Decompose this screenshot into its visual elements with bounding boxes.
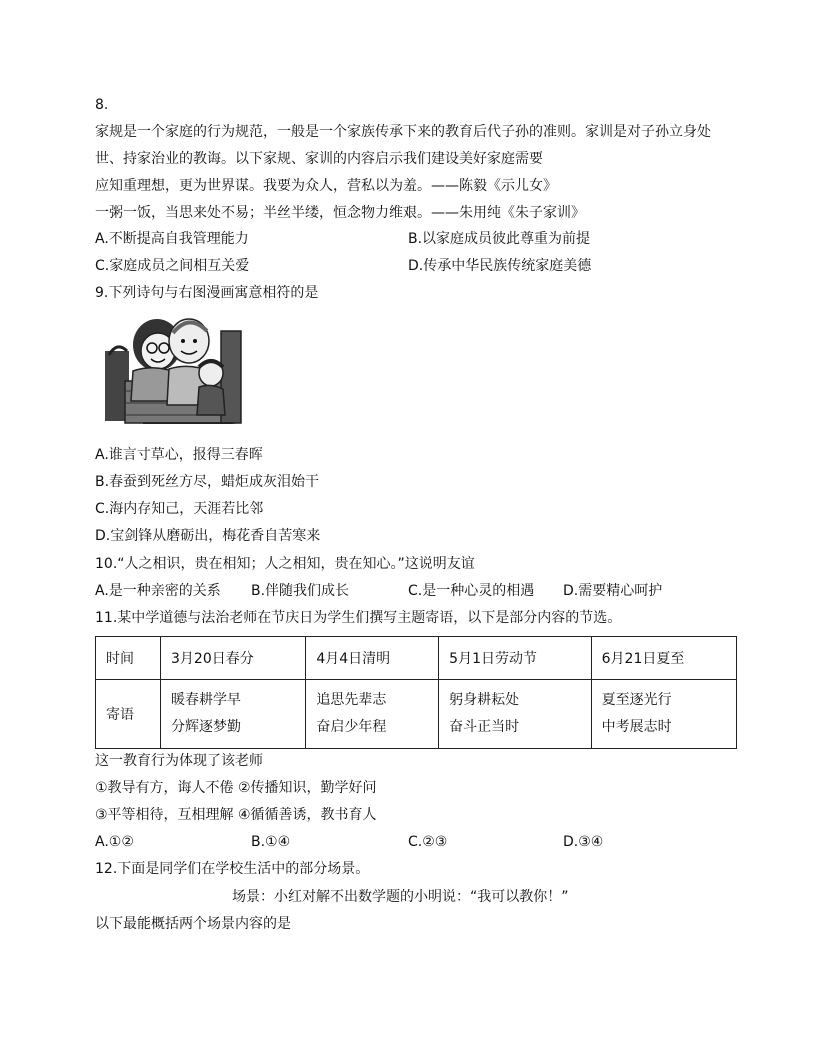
q11-option-b: B.①④ bbox=[251, 834, 291, 850]
q11-items-line2: ③平等相待，互相理解 ④循循善诱，教书育人 bbox=[95, 807, 377, 823]
q9-stem: 9.下列诗句与右图漫画寓意相符的是 bbox=[95, 285, 319, 301]
table-cell bbox=[306, 680, 439, 749]
q12-ask: 以下最能概括两个场景内容的是 bbox=[95, 916, 291, 932]
q11-message-table bbox=[95, 636, 737, 749]
table-header-cell: 3月20日春分 bbox=[161, 637, 306, 680]
q8-option-a: A.不断提高自我管理能力 bbox=[95, 231, 249, 247]
table-header-row bbox=[96, 637, 737, 680]
q8-quote1: 应知重理想，更为世界谋。我要为众人，营私以为羞。——陈毅《示儿女》 bbox=[95, 178, 557, 194]
q8-quote2: 一粥一饭，当思来处不易；半丝半缕，恒念物力维艰。——朱用纯《朱子家训》 bbox=[95, 205, 585, 221]
q8-option-d: D.传承中华民族传统家庭美德 bbox=[408, 258, 592, 274]
q11-option-c: C.②③ bbox=[408, 834, 448, 850]
q10-option-d: D.需要精心呵护 bbox=[563, 583, 663, 599]
table-cell bbox=[439, 680, 591, 749]
table-row-label: 寄语 bbox=[96, 680, 161, 749]
q10-option-c: C.是一种心灵的相遇 bbox=[408, 583, 535, 599]
q11-after-text: 这一教育行为体现了该老师 bbox=[95, 753, 263, 769]
cell-line: 暖春耕学早 bbox=[171, 692, 241, 708]
q9-option-d: D.宝剑锋从磨砺出，梅花香自苦寒来 bbox=[95, 528, 321, 544]
cell-line: 追思先辈志 bbox=[316, 692, 387, 708]
q8-number: 8. bbox=[95, 97, 109, 113]
cell-line: 奋斗正当时 bbox=[449, 719, 520, 735]
q8-stem-line1: 家规是一个家庭的行为规范，一般是一个家族传承下来的教育后代子孙的准则。家训是对子孙立身处 bbox=[95, 124, 711, 140]
cell-line: 奋启少年程 bbox=[316, 719, 387, 735]
q11-stem: 11.某中学道德与法治老师在节庆日为学生们撰写主题寄语，以下是部分内容的节选。 bbox=[95, 610, 622, 626]
q8-stem-line2: 世、持家治业的教诲。以下家规、家训的内容启示我们建设美好家庭需要 bbox=[95, 151, 543, 167]
table-header-cell: 6月21日夏至 bbox=[591, 637, 736, 680]
cell-line: 中考展志时 bbox=[601, 719, 672, 735]
cartoon-family-hug-image bbox=[103, 311, 245, 433]
q10-option-b: B.伴随我们成长 bbox=[251, 583, 350, 599]
q10-option-a: A.是一种亲密的关系 bbox=[95, 583, 221, 599]
q12-stem: 12.下面是同学们在学校生活中的部分场景。 bbox=[95, 861, 370, 877]
table-cell bbox=[591, 680, 736, 749]
q9-option-a: A.谁言寸草心，报得三春晖 bbox=[95, 447, 263, 463]
cell-line: 夏至逐光行 bbox=[601, 692, 672, 708]
table-header-cell: 时间 bbox=[96, 637, 161, 680]
q11-option-a: A.①② bbox=[95, 834, 134, 850]
table-header-cell: 5月1日劳动节 bbox=[439, 637, 591, 680]
table-header-cell: 4月4日清明 bbox=[306, 637, 439, 680]
cell-line: 分辉逐梦勤 bbox=[171, 719, 241, 735]
q8-option-c: C.家庭成员之间相互关爱 bbox=[95, 258, 250, 274]
q11-items-line1: ①教导有方，诲人不倦 ②传播知识，勤学好问 bbox=[95, 780, 377, 796]
table-cell bbox=[161, 680, 306, 749]
q9-option-c: C.海内存知己，天涯若比邻 bbox=[95, 501, 264, 517]
q11-option-d: D.③④ bbox=[563, 834, 604, 850]
q12-scene: 场景：小红对解不出数学题的小明说：“我可以教你！” bbox=[232, 889, 569, 905]
table-row bbox=[96, 680, 737, 749]
cell-line: 躬身耕耘处 bbox=[449, 692, 520, 708]
q9-option-b: B.春蚕到死丝方尽，蜡炬成灰泪始干 bbox=[95, 474, 320, 490]
q10-stem: 10.“人之相识，贵在相知；人之相知，贵在知心。”这说明友谊 bbox=[95, 556, 475, 572]
q8-option-b: B.以家庭成员彼此尊重为前提 bbox=[408, 231, 591, 247]
